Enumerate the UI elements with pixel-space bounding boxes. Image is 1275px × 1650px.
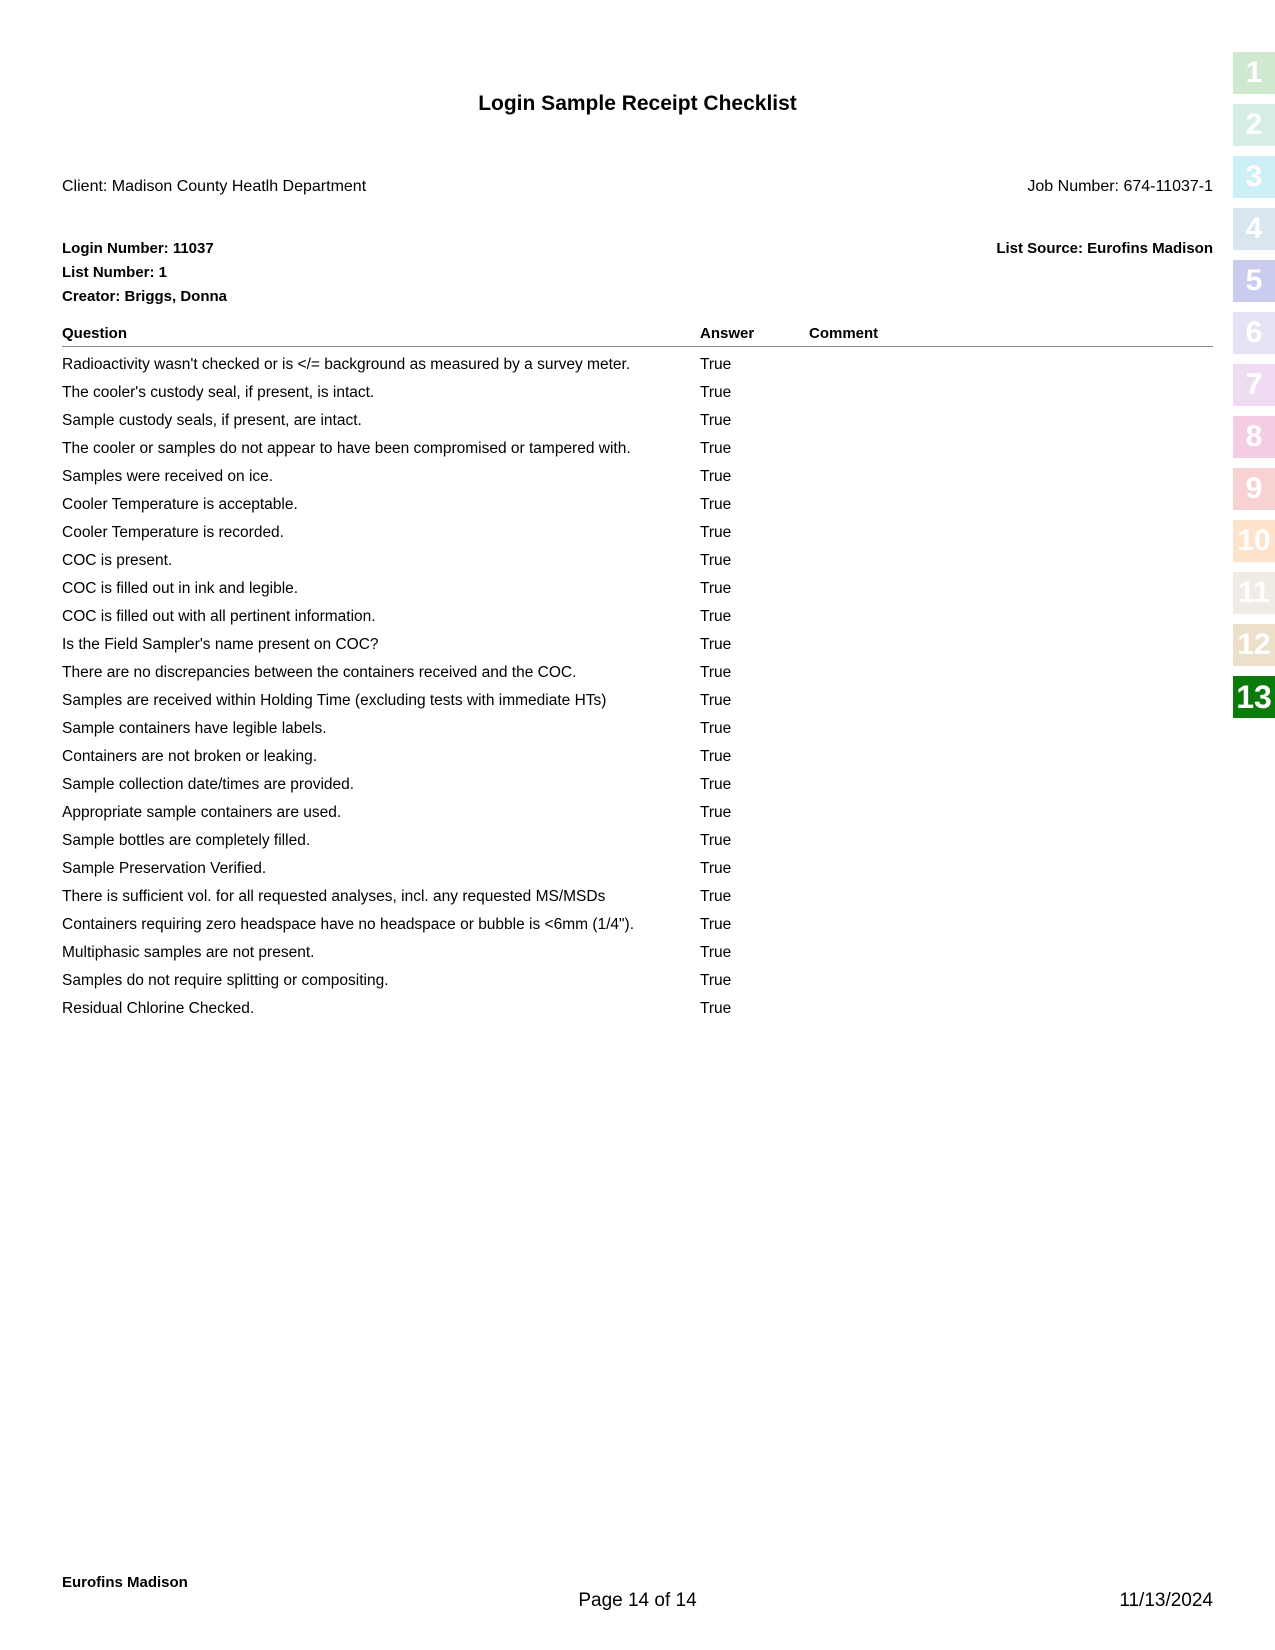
table-row	[62, 802, 1213, 823]
section-tab-6[interactable]: 6	[1233, 312, 1275, 354]
table-row	[62, 690, 1213, 711]
question-text: Radioactivity wasn't checked or is </= background as measured by a survey meter.	[62, 356, 631, 373]
table-row	[62, 522, 1213, 543]
section-tab-4[interactable]: 4	[1233, 208, 1275, 250]
question-text: The cooler or samples do not appear to have been compromised or tampered with.	[62, 440, 631, 457]
question-text: Sample bottles are completely filled.	[62, 832, 311, 849]
question-text: Multiphasic samples are not present.	[62, 944, 315, 961]
answer-value: True	[700, 664, 732, 681]
question-text: COC is filled out in ink and legible.	[62, 580, 299, 597]
table-row	[62, 382, 1213, 403]
answer-value: True	[700, 972, 732, 989]
table-header	[62, 324, 1213, 347]
answer-value: True	[700, 860, 732, 877]
answer-value: True	[700, 496, 732, 513]
section-tab-8[interactable]: 8	[1233, 416, 1275, 458]
question-text: Sample Preservation Verified.	[62, 860, 267, 877]
list-source: List Source: Eurofins Madison	[996, 240, 1213, 257]
table-row	[62, 578, 1213, 599]
page-title: Login Sample Receipt Checklist	[478, 92, 797, 115]
table-row	[62, 970, 1213, 991]
answer-value: True	[700, 748, 732, 765]
question-text: COC is present.	[62, 552, 173, 569]
question-text: There is sufficient vol. for all requested analyses, incl. any requested MS/MSDs	[62, 888, 606, 905]
table-row	[62, 914, 1213, 935]
section-tab-12[interactable]: 12	[1233, 624, 1275, 666]
question-text: Is the Field Sampler's name present on COC?	[62, 636, 379, 653]
answer-value: True	[700, 832, 732, 849]
table-row	[62, 858, 1213, 879]
question-text: Cooler Temperature is recorded.	[62, 524, 284, 541]
question-text: Sample containers have legible labels.	[62, 720, 327, 737]
answer-value: True	[700, 776, 732, 793]
job-number: Job Number: 674-11037-1	[1027, 178, 1213, 195]
question-text: Containers are not broken or leaking.	[62, 748, 318, 765]
answer-value: True	[700, 356, 732, 373]
question-text: The cooler's custody seal, if present, is intact.	[62, 384, 375, 401]
question-text: Samples were received on ice.	[62, 468, 274, 485]
answer-value: True	[700, 720, 732, 737]
question-text: Sample collection date/times are provided.	[62, 776, 355, 793]
question-text: There are no discrepancies between the containers received and the COC.	[62, 664, 577, 681]
answer-value: True	[700, 888, 732, 905]
answer-value: True	[700, 944, 732, 961]
table-row	[62, 606, 1213, 627]
column-header-question: Question	[62, 325, 128, 342]
column-header-comment: Comment	[809, 325, 879, 342]
table-row	[62, 354, 1213, 375]
section-tab-1[interactable]: 1	[1233, 52, 1275, 94]
creator: Creator: Briggs, Donna	[62, 288, 228, 305]
table-row	[62, 550, 1213, 571]
section-tab-13[interactable]: 13	[1233, 676, 1275, 718]
question-text: Samples do not require splitting or compositing.	[62, 972, 389, 989]
table-row	[62, 774, 1213, 795]
table-row	[62, 746, 1213, 767]
question-text: Cooler Temperature is acceptable.	[62, 496, 298, 513]
section-tab-7[interactable]: 7	[1233, 364, 1275, 406]
answer-value: True	[700, 552, 732, 569]
client-name: Client: Madison County Heatlh Department	[62, 178, 367, 195]
question-text: Residual Chlorine Checked.	[62, 1000, 255, 1017]
table-row	[62, 438, 1213, 459]
answer-value: True	[700, 608, 732, 625]
table-row	[62, 494, 1213, 515]
question-text: Samples are received within Holding Time (excluding tests with immediate HTs)	[62, 692, 607, 709]
section-tab-10[interactable]: 10	[1233, 520, 1275, 562]
footer-lab-name: Eurofins Madison	[62, 1574, 188, 1591]
table-row	[62, 998, 1213, 1019]
table-row	[62, 830, 1213, 851]
checklist-table	[62, 354, 1213, 1026]
table-row	[62, 634, 1213, 655]
answer-value: True	[700, 692, 732, 709]
answer-value: True	[700, 580, 732, 597]
answer-value: True	[700, 440, 732, 457]
table-row	[62, 410, 1213, 431]
answer-value: True	[700, 384, 732, 401]
section-tabs	[1233, 52, 1275, 728]
section-tab-11[interactable]: 11	[1233, 572, 1275, 614]
table-row	[62, 886, 1213, 907]
table-row	[62, 466, 1213, 487]
table-row	[62, 662, 1213, 683]
answer-value: True	[700, 412, 732, 429]
page-number: Page 14 of 14	[578, 1590, 697, 1611]
answer-value: True	[700, 468, 732, 485]
table-row	[62, 942, 1213, 963]
question-text: COC is filled out with all pertinent information.	[62, 608, 376, 625]
section-tab-5[interactable]: 5	[1233, 260, 1275, 302]
answer-value: True	[700, 804, 732, 821]
section-tab-9[interactable]: 9	[1233, 468, 1275, 510]
answer-value: True	[700, 1000, 732, 1017]
question-text: Appropriate sample containers are used.	[62, 804, 342, 821]
question-text: Containers requiring zero headspace have no headspace or bubble is <6mm (1/4").	[62, 916, 635, 933]
report-date: 11/13/2024	[1119, 1590, 1213, 1611]
column-header-answer: Answer	[700, 325, 755, 342]
answer-value: True	[700, 524, 732, 541]
answer-value: True	[700, 636, 732, 653]
answer-value: True	[700, 916, 732, 933]
section-tab-3[interactable]: 3	[1233, 156, 1275, 198]
question-text: Sample custody seals, if present, are intact.	[62, 412, 362, 429]
table-row	[62, 718, 1213, 739]
section-tab-2[interactable]: 2	[1233, 104, 1275, 146]
login-number: Login Number: 11037	[62, 240, 214, 257]
list-number: List Number: 1	[62, 264, 168, 281]
